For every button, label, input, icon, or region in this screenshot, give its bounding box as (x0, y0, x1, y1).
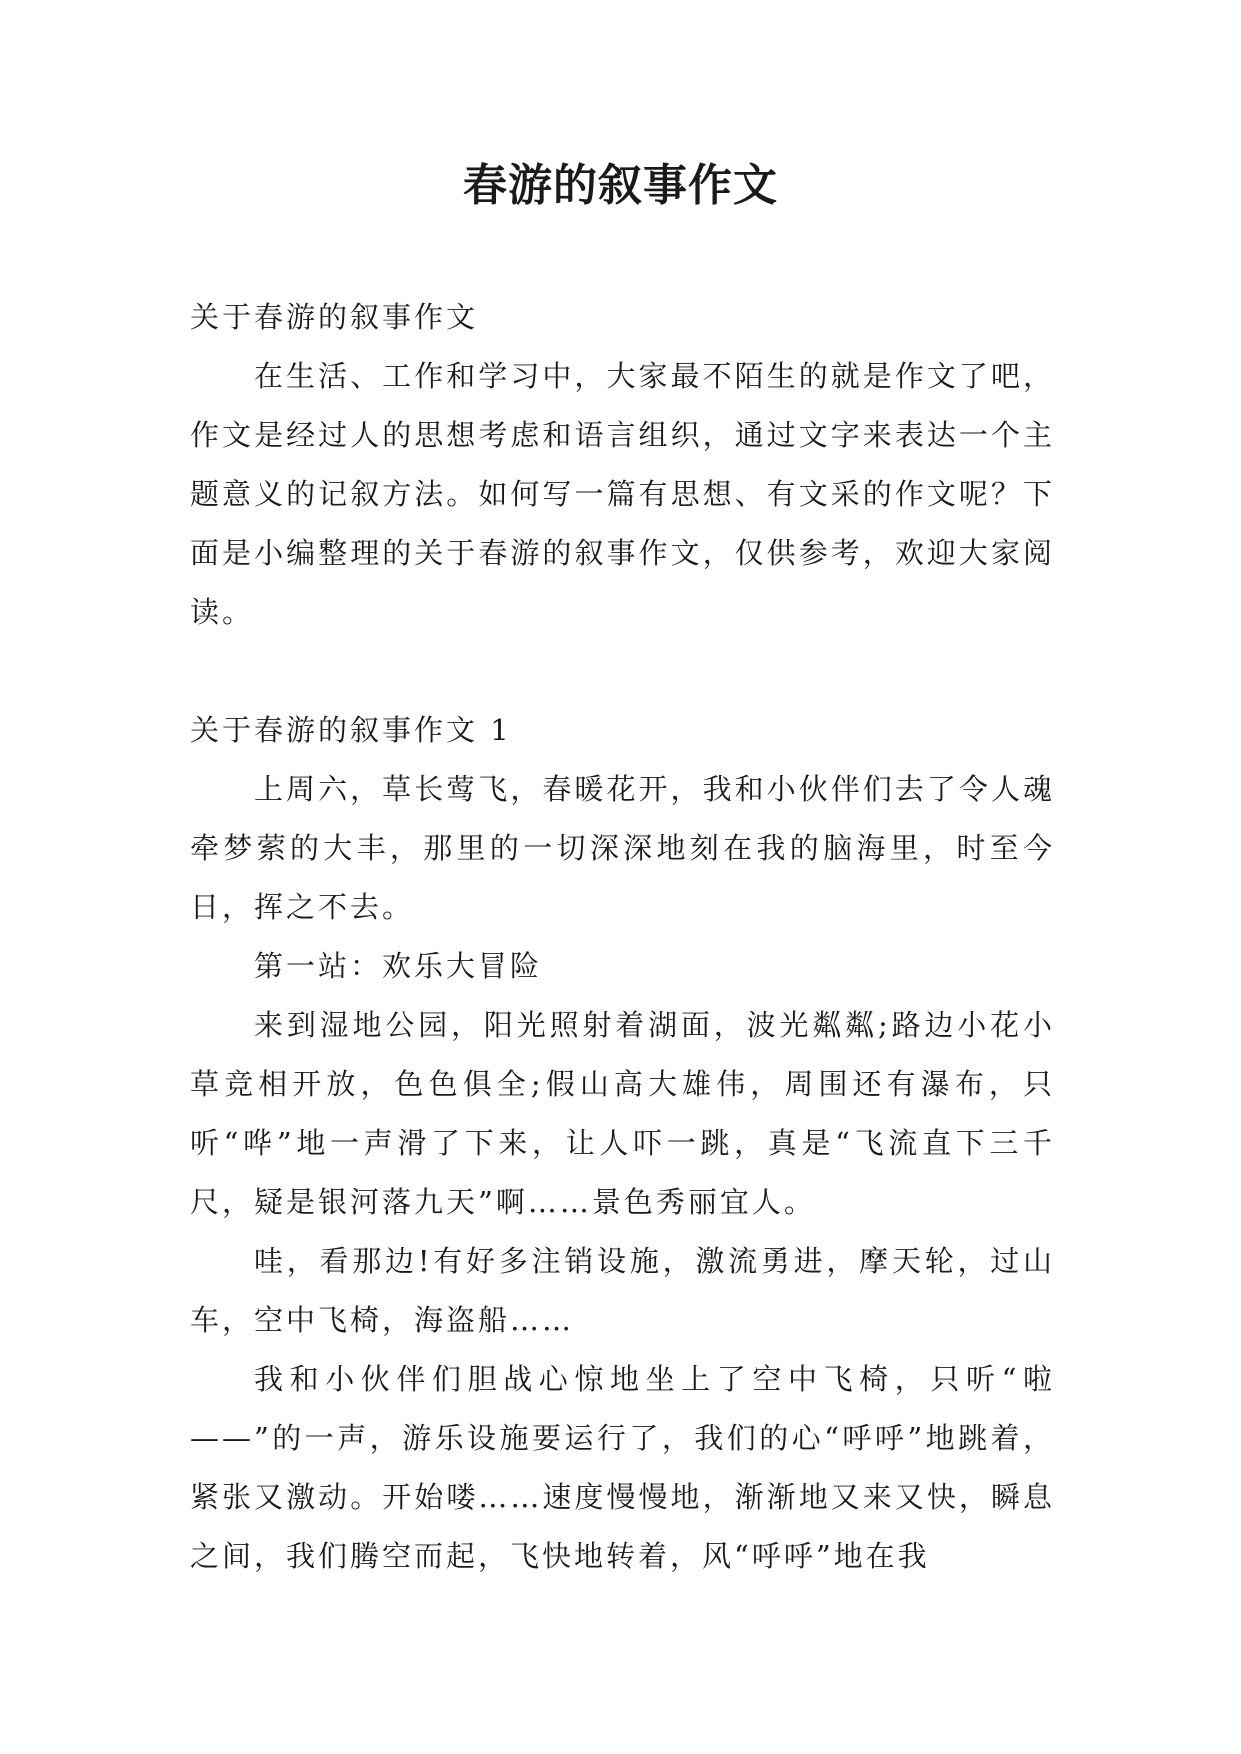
intro-heading: 关于春游的叙事作文 (190, 300, 479, 334)
section-spacer (190, 642, 1055, 701)
intro-paragraph: 在生活、工作和学习中，大家最不陌生的就是作文了吧，作文是经过人的思想考虑和语言组织，通过文字来表达一个主题意义的记叙方法。如何写一篇有思想、有文采的作文呢？下面是小编整理的关于春游的叙事作文，仅供参考，欢迎大家阅读。 (190, 359, 1055, 629)
body-paragraph: 上周六，草长莺飞，春暖花开，我和小伙伴们去了令人魂牵梦萦的大丰，那里的一切深深地刻在我的脑海里，时至今日，挥之不去。 (190, 772, 1055, 924)
body-paragraph: 哇，看那边!有好多注销设施，激流勇进，摩天轮，过山车，空中飞椅，海盗船…… (190, 1244, 1055, 1337)
document-body (190, 288, 1055, 1586)
document-title: 春游的叙事作文 (463, 160, 778, 211)
section-heading: 关于春游的叙事作文 1 (190, 713, 512, 747)
body-paragraph: 来到湿地公园，阳光照射着湖面，波光粼粼;路边小花小草竞相开放，色色俱全;假山高大雄伟，周围还有瀑布，只听“哗”地一声滑了下来，让人吓一跳，真是“飞流直下三千尺，疑是银河落九天”啊……景色秀丽宜人。 (190, 1008, 1055, 1219)
subheading-paragraph: 第一站：欢乐大冒险 (254, 949, 543, 983)
body-paragraph: 我和小伙伴们胆战心惊地坐上了空中飞椅，只听“啦——”的一声，游乐设施要运行了，我们的心“呼呼”地跳着，紧张又激动。开始喽……速度慢慢地，渐渐地又来又快，瞬息之间，我们腾空而起，飞快地转着，风“呼呼”地在我 (190, 1362, 1055, 1573)
